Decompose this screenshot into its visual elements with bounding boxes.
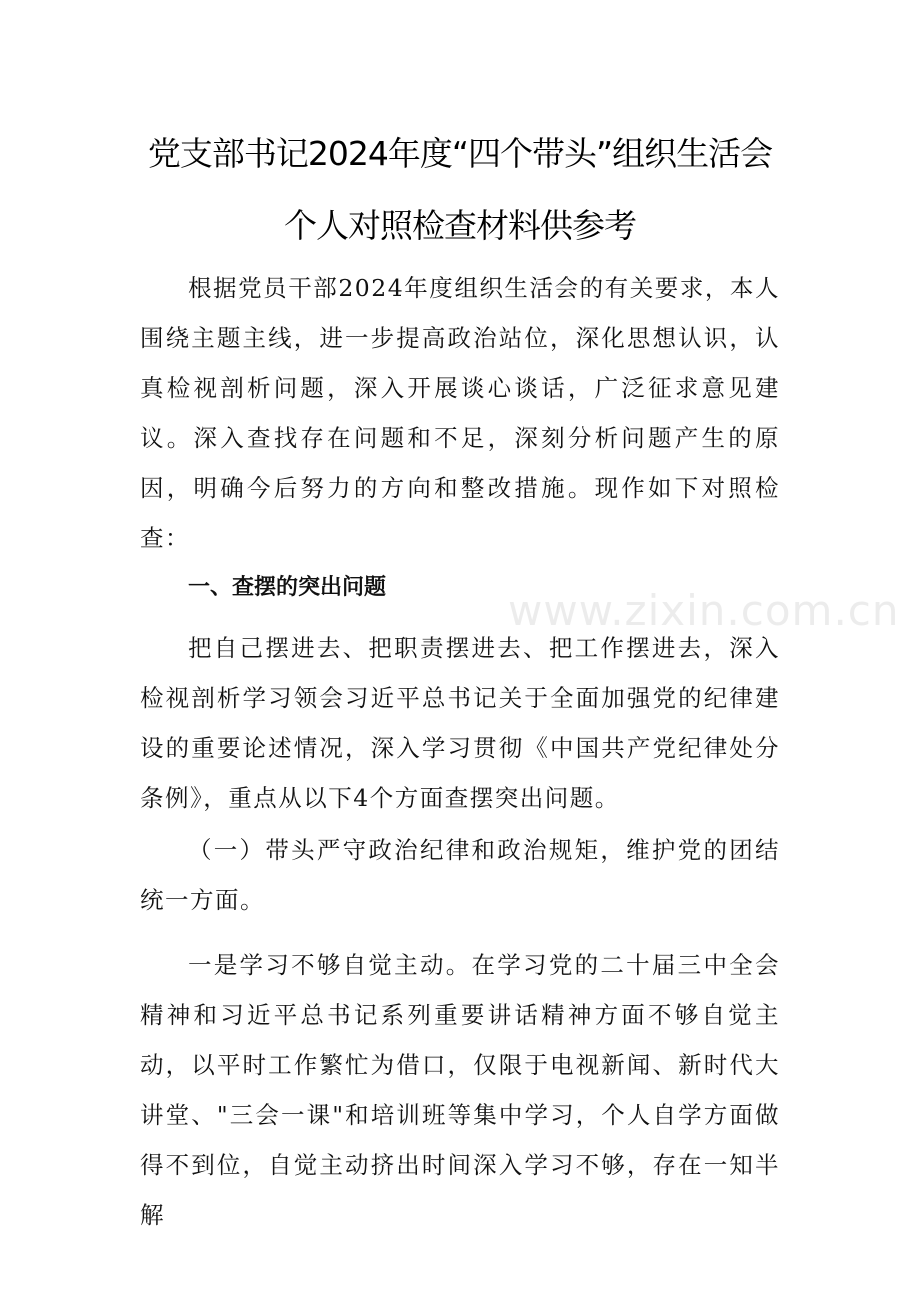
section-paragraph: 把自己摆进去、把职责摆进去、把工作摆进去，深入检视剖析学习领会习近平总书记关于全面加强党的纪律建设的重要论述情况，深入学习贯彻《中国共产党纪律处分条例》，重点从以下4个方面查摆突出问题。: [140, 634, 780, 812]
item-1-paragraph: 一是学习不够自觉主动。在学习党的二十届三中全会精神和习近平总书记系列重要讲话精神方面不够自觉主动，以平时工作繁忙为借口，仅限于电视新闻、新时代大讲堂、"三会一课"和培训班等集中学习，个人自学方面做得不到位，自觉主动挤出时间深入学习不够，存在一知半解: [140, 951, 780, 1229]
watermark: www.zixin.com.cn: [508, 586, 900, 635]
intro-paragraph: 根据党员干部2024年度组织生活会的有关要求，本人围绕主题主线，进一步提高政治站位，深化思想认识，认真检视剖析问题，深入开展谈心谈话，广泛征求意见建议。深入查找存在问题和不足，深刻分析问题产生的原因，明确今后努力的方向和整改措施。现作如下对照检查：: [140, 274, 780, 552]
document-title-line-2: 个人对照检查材料供参考: [284, 206, 636, 245]
subsection-heading-1: （一）带头严守政治纪律和政治规矩，维护党的团结统一方面。: [140, 836, 780, 914]
section-heading: 一、查摆的突出问题: [188, 575, 387, 600]
document-title-line-1: 党支部书记2024年度“四个带头”组织生活会: [147, 134, 773, 173]
